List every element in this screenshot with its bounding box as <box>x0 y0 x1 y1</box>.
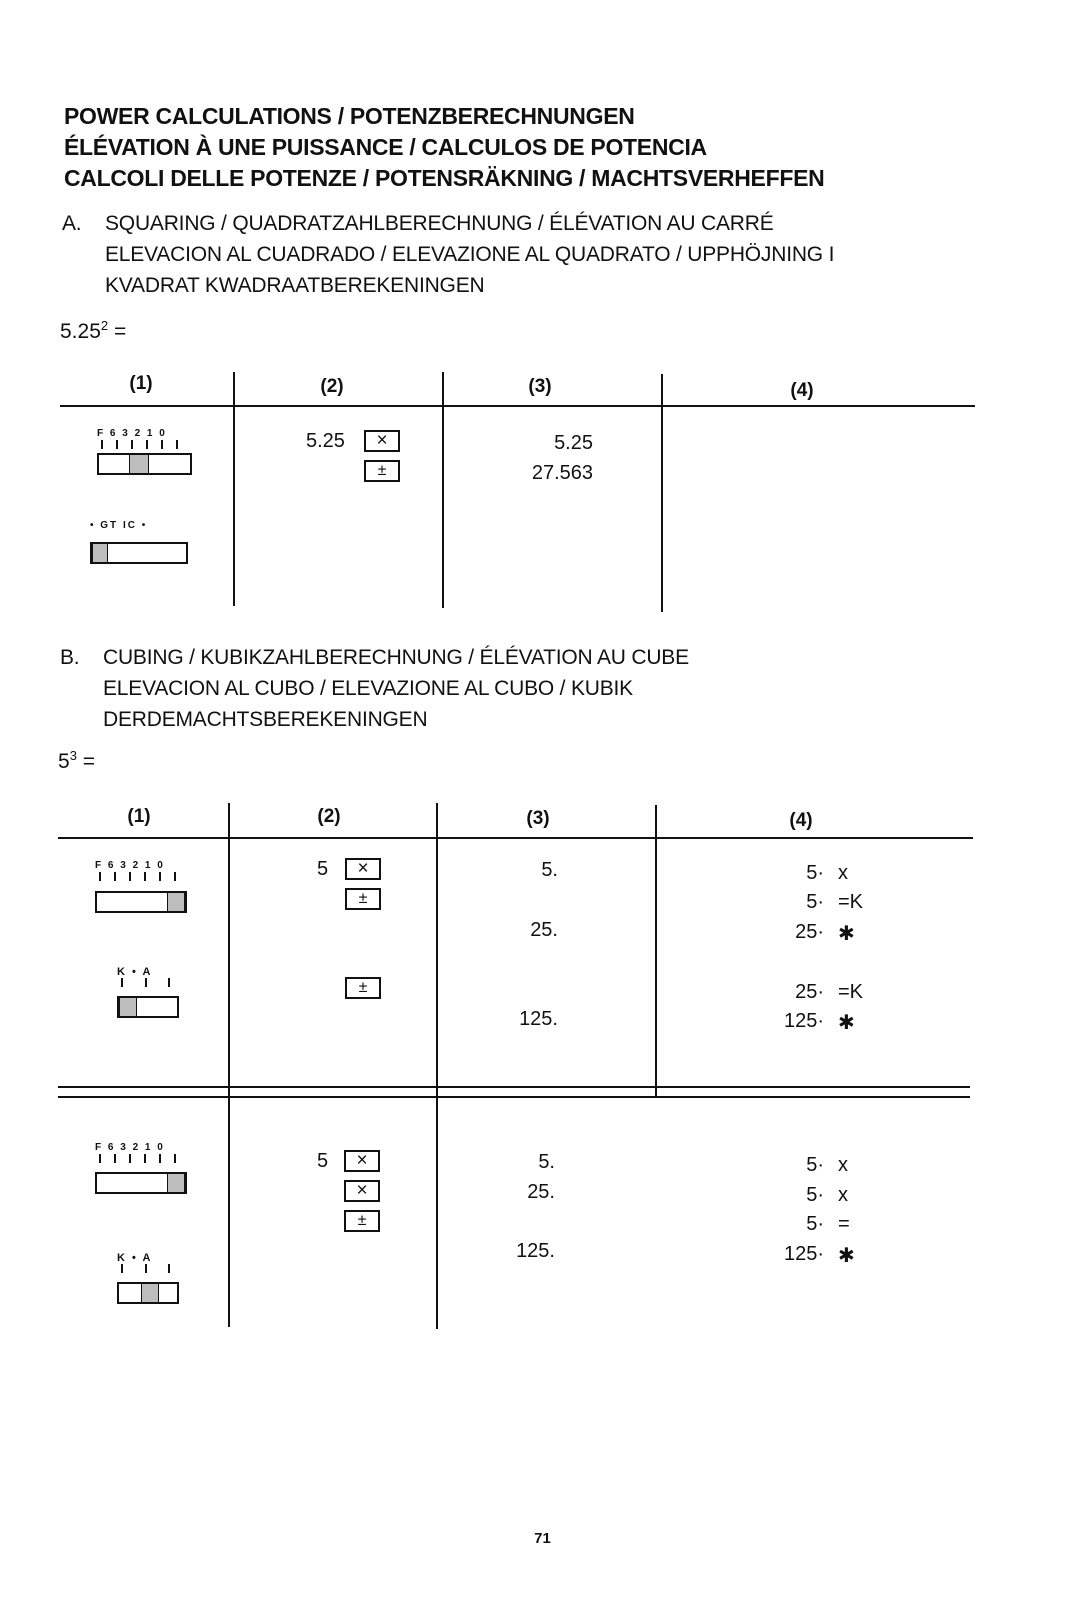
switch-knob <box>119 998 137 1016</box>
table-b1-print-sym-3: ✱ <box>838 923 855 945</box>
mode-switch-labels: • GT IC • <box>90 520 148 531</box>
table-b-divider-3 <box>655 805 657 1097</box>
table-a-header-rule <box>60 405 975 407</box>
section-a-line-1: SQUARING / QUADRATZAHLBERECHNUNG / ÉLÉVATION AU CARRÉ <box>105 212 774 235</box>
table-b-divider-2 <box>436 803 438 1329</box>
formula-a-equals: = <box>113 320 127 343</box>
table-b1-input: 5 <box>317 858 329 880</box>
switch-knob <box>129 455 149 473</box>
table-a-display-2: 27.563 <box>531 462 593 484</box>
switch-knob <box>167 1174 185 1192</box>
multiply-key: × <box>364 430 400 452</box>
table-b-header-rule <box>58 837 973 839</box>
switch-knob <box>141 1284 159 1302</box>
table-b1-display-3: 125. <box>519 1008 558 1030</box>
table-b2-print-num-1: 5· <box>806 1154 824 1176</box>
switch-knob <box>167 893 185 911</box>
section-b-label: B. <box>60 646 80 669</box>
section-b-line-3: DERDEMACHTSBEREKENINGEN <box>103 708 428 731</box>
section-b-line-1: CUBING / KUBIKZAHLBERECHNUNG / ÉLÉVATION AU CUBE <box>103 646 689 669</box>
table-a-col-1: (1) <box>129 373 153 394</box>
table-a-input: 5.25 <box>306 430 345 452</box>
title-line-1: POWER CALCULATIONS / POTENZBERECHNUNGEN <box>64 103 635 129</box>
table-b2-print-sym-2: x <box>838 1184 848 1206</box>
table-b2-display-1: 5. <box>538 1151 555 1173</box>
table-b1-print-sym-1: x <box>838 862 848 884</box>
equals-key: ± <box>364 460 400 482</box>
section-b-line-2: ELEVACION AL CUBO / ELEVAZIONE AL CUBO / KUBIK <box>103 677 633 700</box>
table-a-divider-2 <box>442 372 444 608</box>
table-b-separator-top <box>58 1086 970 1088</box>
section-a-formula <box>60 318 126 344</box>
table-b1-print-sym-2: =K <box>838 891 864 913</box>
table-b1-display-2: 25. <box>530 919 558 941</box>
table-b1-print-num-2: 5· <box>806 891 824 913</box>
table-b-col-2: (2) <box>317 806 341 827</box>
formula-b-exponent: 3 <box>69 748 77 763</box>
table-b1-print-sym-4: =K <box>838 981 864 1003</box>
formula-b-equals: = <box>82 750 96 773</box>
table-b1-print-num-5: 125· <box>783 1010 824 1032</box>
decimal-switch-labels: F 6 3 2 1 0 <box>95 1142 165 1153</box>
table-b-col-3: (3) <box>526 808 550 829</box>
table-a-display-1: 5.25 <box>554 432 593 454</box>
table-a-col-2: (2) <box>320 376 344 397</box>
table-b2-print-sym-4: ✱ <box>838 1245 855 1267</box>
title-line-3: CALCOLI DELLE POTENZE / POTENSRÄKNING / MACHTSVERHEFFEN <box>64 165 825 191</box>
decimal-switch-labels: F 6 3 2 1 0 <box>95 860 165 871</box>
formula-a-base: 5.25 <box>60 320 101 343</box>
equals-key: ± <box>345 977 381 999</box>
table-b1-print-num-4: 25· <box>795 981 824 1003</box>
table-b1-print-num-3: 25· <box>795 921 824 943</box>
table-b2-print-num-4: 125· <box>783 1243 824 1265</box>
formula-a-exponent: 2 <box>100 318 109 333</box>
section-a-label: A. <box>62 212 82 235</box>
table-b1-display-1: 5. <box>541 859 558 881</box>
section-a-line-3: KVADRAT KWADRAATBEREKENINGEN <box>105 274 485 297</box>
table-b-separator-bottom <box>58 1096 970 1098</box>
table-a-divider-3 <box>661 374 663 612</box>
table-b2-print-num-3: 5· <box>806 1213 824 1235</box>
formula-b-base: 5 <box>58 750 70 773</box>
table-b-col-1: (1) <box>127 806 151 827</box>
page-number: 71 <box>534 1530 551 1547</box>
table-b1-print-sym-5: ✱ <box>838 1012 855 1034</box>
table-a-col-3: (3) <box>528 376 552 397</box>
section-a-line-2: ELEVACION AL CUADRADO / ELEVAZIONE AL QUADRATO / UPPHÖJNING I <box>105 243 835 266</box>
multiply-key: × <box>344 1180 380 1202</box>
section-b-formula <box>58 748 95 774</box>
equals-key: ± <box>344 1210 380 1232</box>
title-line-2: ÉLÉVATION À UNE PUISSANCE / CALCULOS DE POTENCIA <box>64 134 707 160</box>
table-b-divider-1 <box>228 803 230 1327</box>
page-title <box>64 101 824 194</box>
table-b1-print-num-1: 5· <box>806 862 824 884</box>
multiply-key: × <box>345 858 381 880</box>
multiply-key: × <box>344 1150 380 1172</box>
table-a-col-4: (4) <box>790 380 814 401</box>
mode-switch-labels: K • A <box>117 966 153 978</box>
table-b2-display-3: 125. <box>516 1240 555 1262</box>
table-b-col-4: (4) <box>789 810 813 831</box>
table-b2-print-sym-3: = <box>838 1213 850 1235</box>
equals-key: ± <box>345 888 381 910</box>
switch-knob <box>92 544 108 562</box>
table-b2-print-num-2: 5· <box>806 1184 824 1206</box>
mode-switch-labels: K • A <box>117 1252 153 1264</box>
table-b2-print-sym-1: x <box>838 1154 848 1176</box>
table-b2-input: 5 <box>317 1150 329 1172</box>
table-a-divider-1 <box>233 372 235 606</box>
decimal-switch-labels: F 6 3 2 1 0 <box>97 428 167 439</box>
table-b2-display-2: 25. <box>527 1181 555 1203</box>
